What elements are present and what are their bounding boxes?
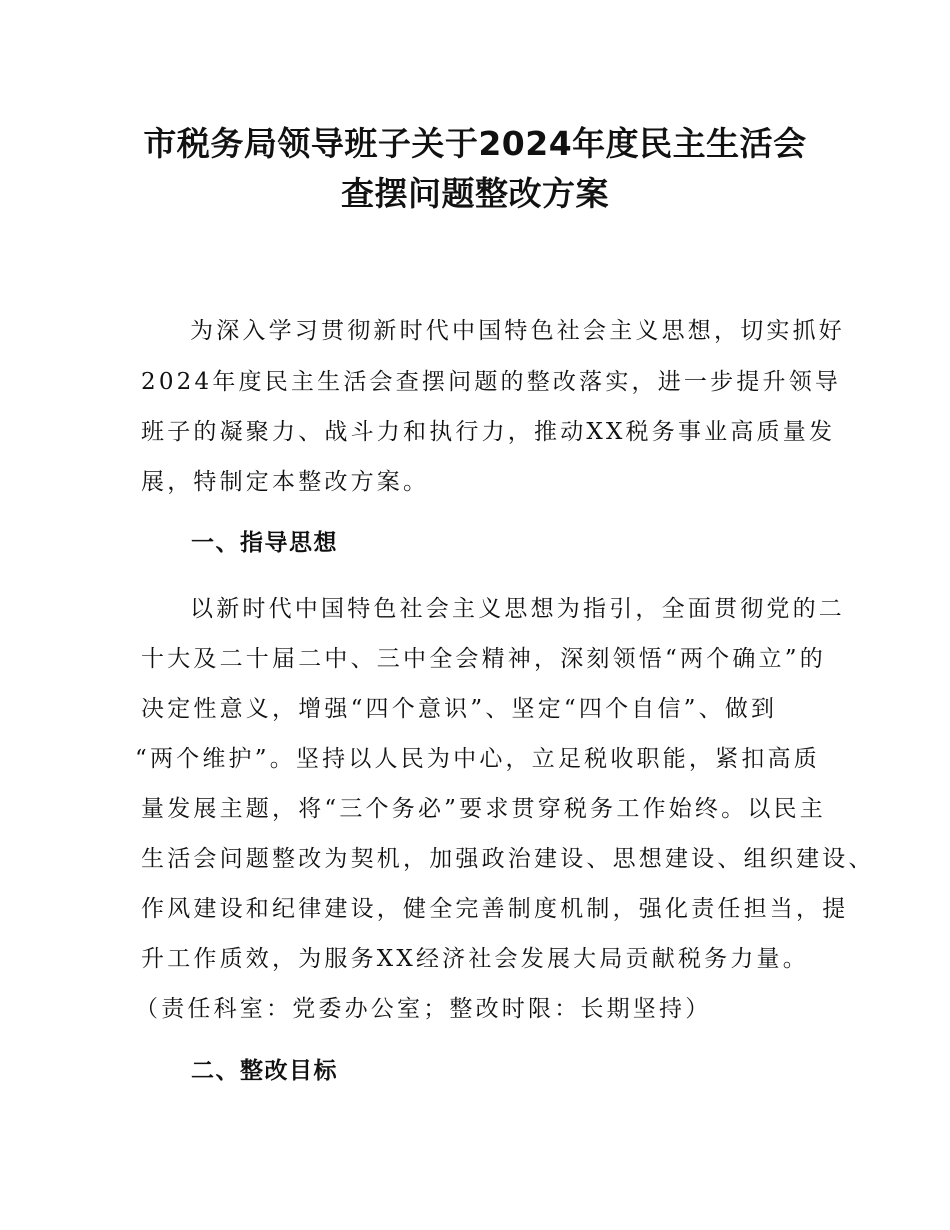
intro-paragraph-line: 为深入学习贯彻新时代中国特色社会主义思想，切实抓好 xyxy=(190,318,845,344)
section1-paragraph-line: 生活会问题整改为契机，加强政治建设、思想建设、组织建设、 xyxy=(141,846,875,872)
section1-responsibility-note: （责任科室：党委办公室；整改时限：长期坚持） xyxy=(135,996,712,1022)
section1-paragraph-line: 决定性意义，增强“四个意识”、坚定“四个自信”、做到 xyxy=(141,696,778,722)
section1-paragraph-line: 升工作质效，为服务XX经济社会发展大局贡献税务力量。 xyxy=(141,946,809,972)
section1-paragraph-line: “两个维护”。坚持以人民为中心，立足税收职能，紧扣高质 xyxy=(135,746,820,772)
document-title-line-1: 市税务局领导班子关于2024年度民主生活会 xyxy=(143,124,807,163)
intro-paragraph-line: 2024年度民主生活会查摆问题的整改落实，进一步提升领导 xyxy=(141,369,842,395)
section-heading-rectification-goals: 二、整改目标 xyxy=(191,1058,338,1084)
intro-paragraph-line: 班子的凝聚力、战斗力和执行力，推动XX税务事业高质量发 xyxy=(141,419,836,445)
section-heading-guiding-ideology: 一、指导思想 xyxy=(191,530,338,556)
section1-paragraph-line: 以新时代中国特色社会主义思想为指引，全面贯彻党的二 xyxy=(190,596,845,622)
section1-paragraph-line: 量发展主题，将“三个务必”要求贯穿税务工作始终。以民主 xyxy=(141,796,826,822)
intro-paragraph-line: 展，特制定本整改方案。 xyxy=(141,469,430,495)
document-title-line-2: 查摆问题整改方案 xyxy=(341,174,609,213)
section1-paragraph-line: 十大及二十届二中、三中全会精神，深刻领悟“两个确立”的 xyxy=(141,646,826,672)
section1-paragraph-line: 作风建设和纪律建设，健全完善制度机制，强化责任担当，提 xyxy=(141,896,849,922)
